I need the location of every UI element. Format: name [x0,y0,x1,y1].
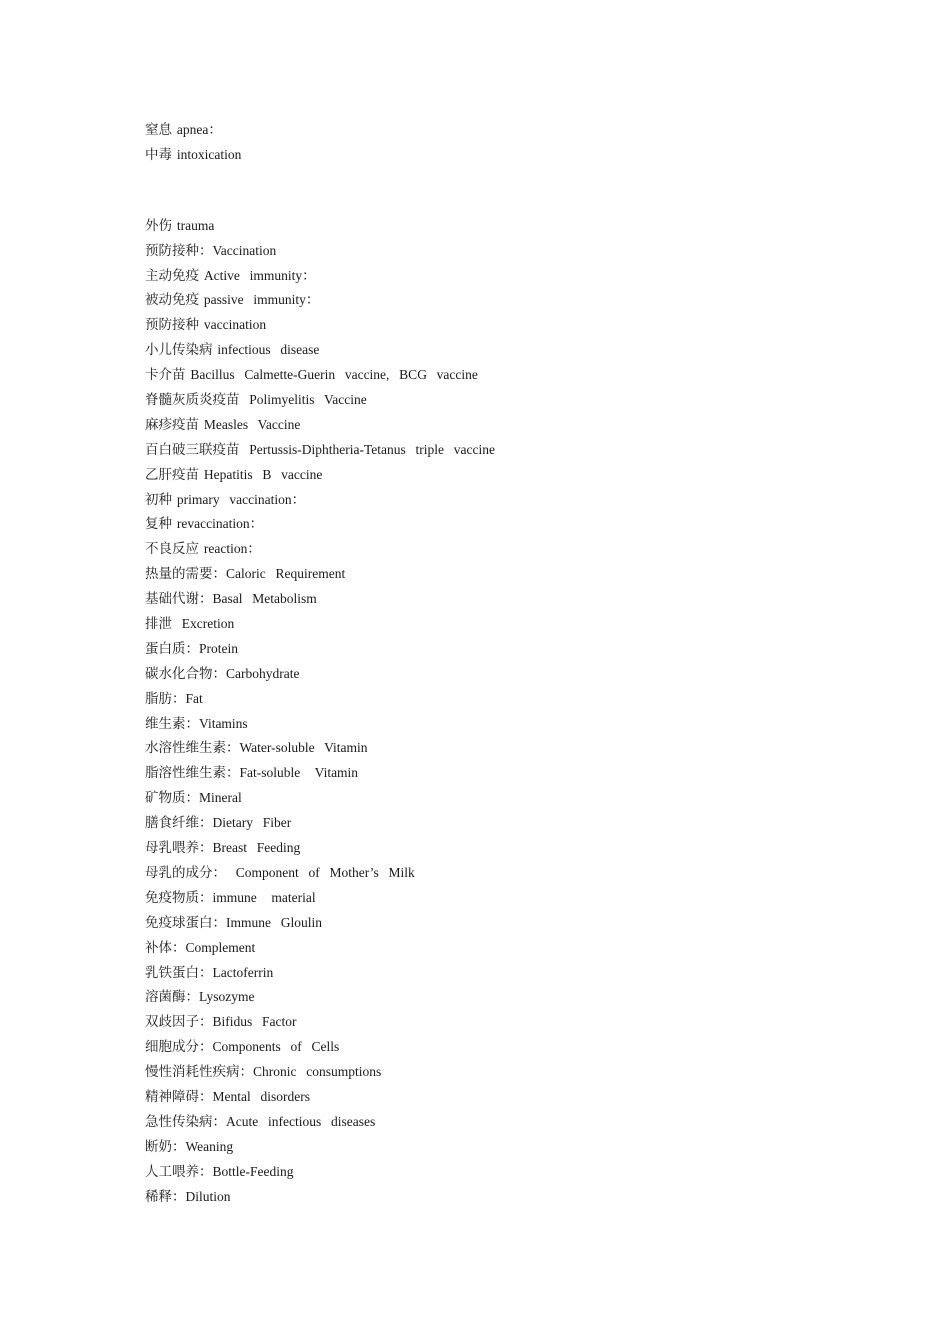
glossary-term: 不良反应 reaction： [145,541,261,557]
glossary-term: 矿物质：Mineral [145,790,242,806]
blank-gap [145,168,845,214]
glossary-term: 母乳喂养：Breast Feeding [145,840,301,856]
glossary-term: 排泄 Excretion [145,616,235,632]
glossary-term: 百白破三联疫苗 Pertussis-Diphtheria-Tetanus triple vaccine [145,441,495,457]
glossary-term: 免疫球蛋白：Immune Gloulin [145,914,322,930]
glossary-term: 脂肪：Fat [145,690,203,706]
glossary-term: 急性传染病：Acute infectious diseases [145,1113,376,1129]
glossary-term: 预防接种：Vaccination [145,242,277,258]
glossary-term: 主动免疫 Active immunity： [145,267,316,283]
glossary-term: 免疫物质：immune material [145,889,316,905]
glossary-term: 中毒 intoxication [145,146,242,162]
glossary-term: 预防接种 vaccination [145,317,267,333]
glossary-term: 双歧因子：Bifidus Factor [145,1014,297,1030]
glossary-term: 外伤 trauma [145,217,215,233]
glossary-term: 乳铁蛋白：Lactoferrin [145,964,274,980]
glossary-term: 补体：Complement [145,939,256,955]
glossary-term: 小儿传染病 infectious disease [145,342,320,358]
glossary-term: 碳水化合物：Carbohydrate [145,665,300,681]
glossary-term: 断奶：Weaning [145,1138,234,1154]
glossary-term: 窒息 apnea： [145,122,222,137]
glossary-term: 膳食纤维：Dietary Fiber [145,815,292,831]
glossary-term: 细胞成分：Components of Cells [145,1039,340,1055]
glossary-term: 慢性消耗性疾病：Chronic consumptions [145,1064,382,1080]
glossary-term: 麻疹疫苗 Measles Vaccine [145,416,301,432]
glossary-term: 乙肝疫苗 Hepatitis B vaccine [145,466,323,482]
glossary-term: 被动免疫 passive immunity： [145,292,320,308]
glossary-term: 精神障碍：Mental disorders [145,1088,310,1104]
glossary-term: 热量的需要：Caloric Requirement [145,566,346,582]
glossary-term: 维生素：Vitamins [145,715,248,731]
glossary-term: 水溶性维生素：Water-soluble Vitamin [145,740,368,756]
glossary-term: 初种 primary vaccination： [145,491,306,507]
glossary-term: 溶菌酶：Lysozyme [145,989,255,1005]
glossary-term: 基础代谢：Basal Metabolism [145,591,317,607]
glossary-term: 稀释：Dilution [145,1188,231,1204]
glossary-term: 蛋白质：Protein [145,640,238,656]
glossary-list [145,118,845,1209]
glossary-term: 脊髓灰质炎疫苗 Polimyelitis Vaccine [145,392,367,408]
glossary-term: 母乳的成分： Component of Mother’s Milk [145,864,415,880]
glossary-term: 脂溶性维生素：Fat-soluble Vitamin [145,765,359,781]
glossary-term: 人工喂养：Bottle-Feeding [145,1163,294,1179]
glossary-term: 复种 revaccination： [145,516,264,532]
glossary-term: 卡介苗 Bacillus Calmette-Guerin vaccine, BCG vaccine [145,367,478,383]
